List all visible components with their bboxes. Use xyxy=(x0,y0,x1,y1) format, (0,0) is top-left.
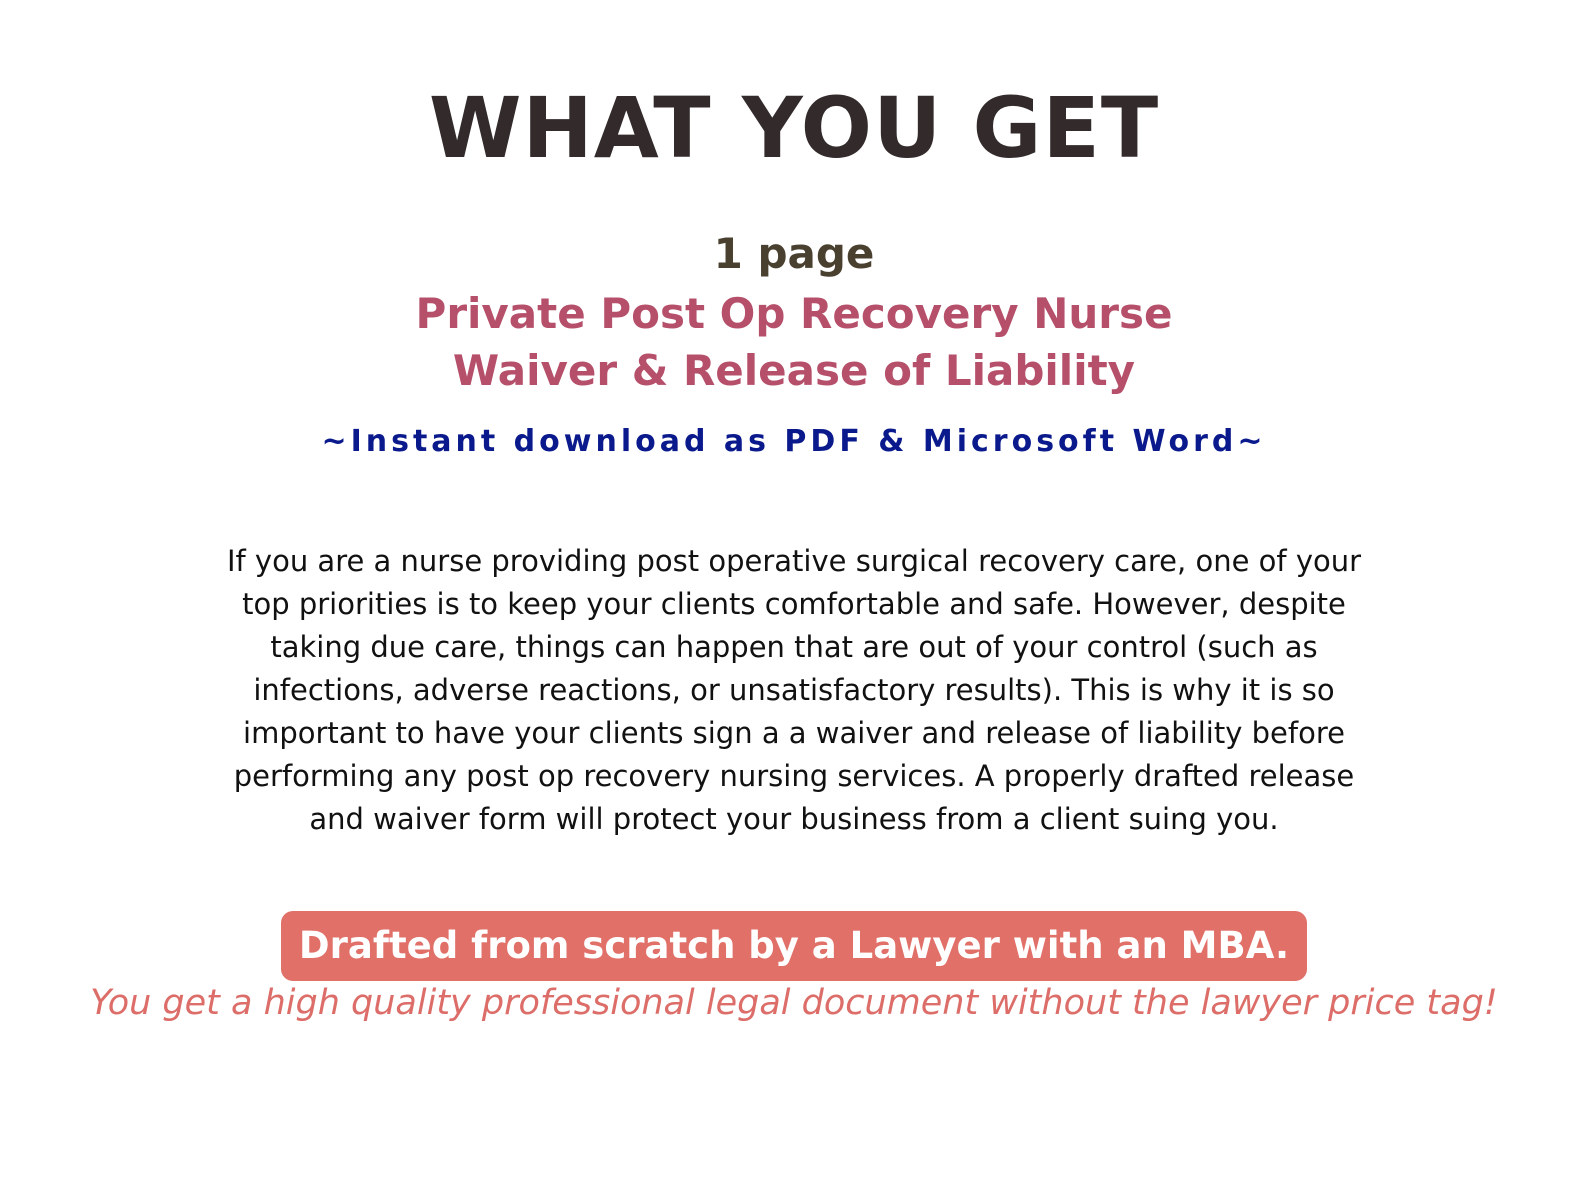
description-paragraph xyxy=(150,540,1438,841)
description-line: If you are a nurse providing post operative surgical recovery care, one of your xyxy=(226,544,1362,578)
download-format-note: ~Instant download as PDF & Microsoft Word~ xyxy=(321,424,1267,459)
lawyer-badge: Drafted from scratch by a Lawyer with an MBA. xyxy=(281,911,1307,981)
description-line: top priorities is to keep your clients comfortable and safe. However, despite xyxy=(242,587,1346,621)
description-line: taking due care, things can happen that are out of your control (such as xyxy=(270,630,1318,664)
badge-container xyxy=(0,911,1588,981)
page-headline: WHAT YOU GET xyxy=(428,79,1160,177)
description-line: infections, adverse reactions, or unsatisfactory results). This is why it is so xyxy=(253,673,1335,707)
document-title-line-1: Private Post Op Recovery Nurse xyxy=(415,289,1173,338)
description-line: and waiver form will protect your business from a client suing you. xyxy=(309,802,1279,836)
tagline: You get a high quality professional legal document without the lawyer price tag! xyxy=(90,983,1498,1023)
page-count: 1 page xyxy=(713,229,875,278)
description-line: important to have your clients sign a a waiver and release of liability before xyxy=(243,716,1345,750)
description-line: performing any post op recovery nursing services. A properly drafted release xyxy=(233,759,1355,793)
document-title-line-2: Waiver & Release of Liability xyxy=(452,346,1136,395)
